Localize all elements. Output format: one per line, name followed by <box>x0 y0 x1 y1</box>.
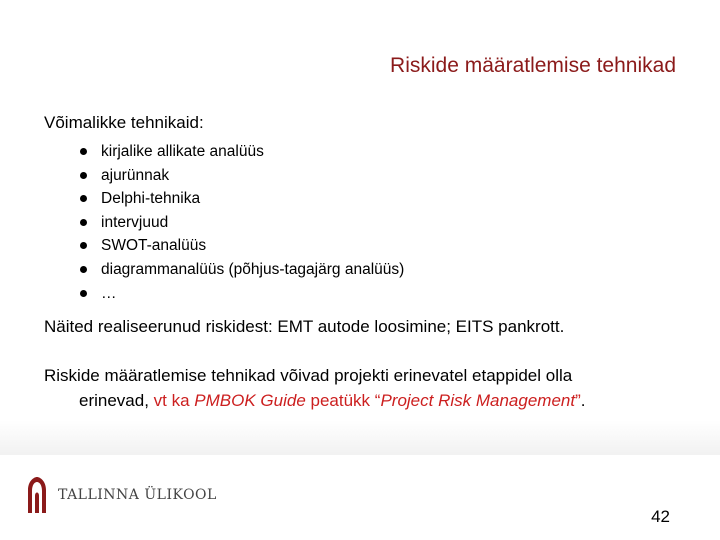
bullet-icon <box>80 148 87 155</box>
techniques-note <box>44 363 694 413</box>
note-text: erinevad, <box>79 391 154 410</box>
bullet-icon <box>80 290 87 297</box>
reference-lead: vt ka <box>153 391 195 410</box>
note-line-2 <box>44 388 694 413</box>
bullet-icon <box>80 195 87 202</box>
bullet-icon <box>80 242 87 249</box>
tallinn-university-emblem-icon <box>24 476 50 514</box>
list-item-label: … <box>101 284 117 302</box>
list-item <box>80 258 404 282</box>
page-number: 42 <box>651 507 670 526</box>
list-item <box>80 140 404 164</box>
slide-title: Riskide määratlemise tehnikad <box>390 54 676 77</box>
reference-chapter-label: peatükk “ <box>305 391 381 410</box>
list-item <box>80 164 404 188</box>
bullet-icon <box>80 219 87 226</box>
bullet-icon <box>80 266 87 273</box>
reference-book: PMBOK Guide <box>194 391 306 410</box>
list-item-label: SWOT-analüüs <box>101 237 207 255</box>
list-item-label: intervjuud <box>101 213 169 231</box>
list-item <box>80 234 404 258</box>
list-item <box>80 282 404 306</box>
list-item-label: ajurünnak <box>101 166 170 184</box>
logo-text: TALLINNA ÜLIKOOL <box>58 487 217 503</box>
reference-link[interactable] <box>154 391 581 410</box>
intro-text: Võimalikke tehnikaid: <box>44 113 204 132</box>
reference-chapter-title: Project Risk Management <box>380 391 576 410</box>
reference-close-quote: ” <box>575 391 581 410</box>
note-period: . <box>580 391 586 410</box>
note-line-1: Riskide määratlemise tehnikad võivad projekti erinevatel etappidel olla <box>44 366 573 385</box>
list-item <box>80 187 404 211</box>
list-item <box>80 211 404 235</box>
university-logo <box>24 476 217 514</box>
bullet-icon <box>80 172 87 179</box>
list-item-label: Delphi-tehnika <box>101 190 201 208</box>
list-item-label: kirjalike allikate analüüs <box>101 143 264 160</box>
list-item-label: diagrammanalüüs (põhjus-tagajärg analüüs) <box>101 260 405 278</box>
risk-examples: Näited realiseerunud riskidest: EMT autode loosimine; EITS pankrott. <box>44 317 565 336</box>
techniques-list <box>80 140 404 305</box>
